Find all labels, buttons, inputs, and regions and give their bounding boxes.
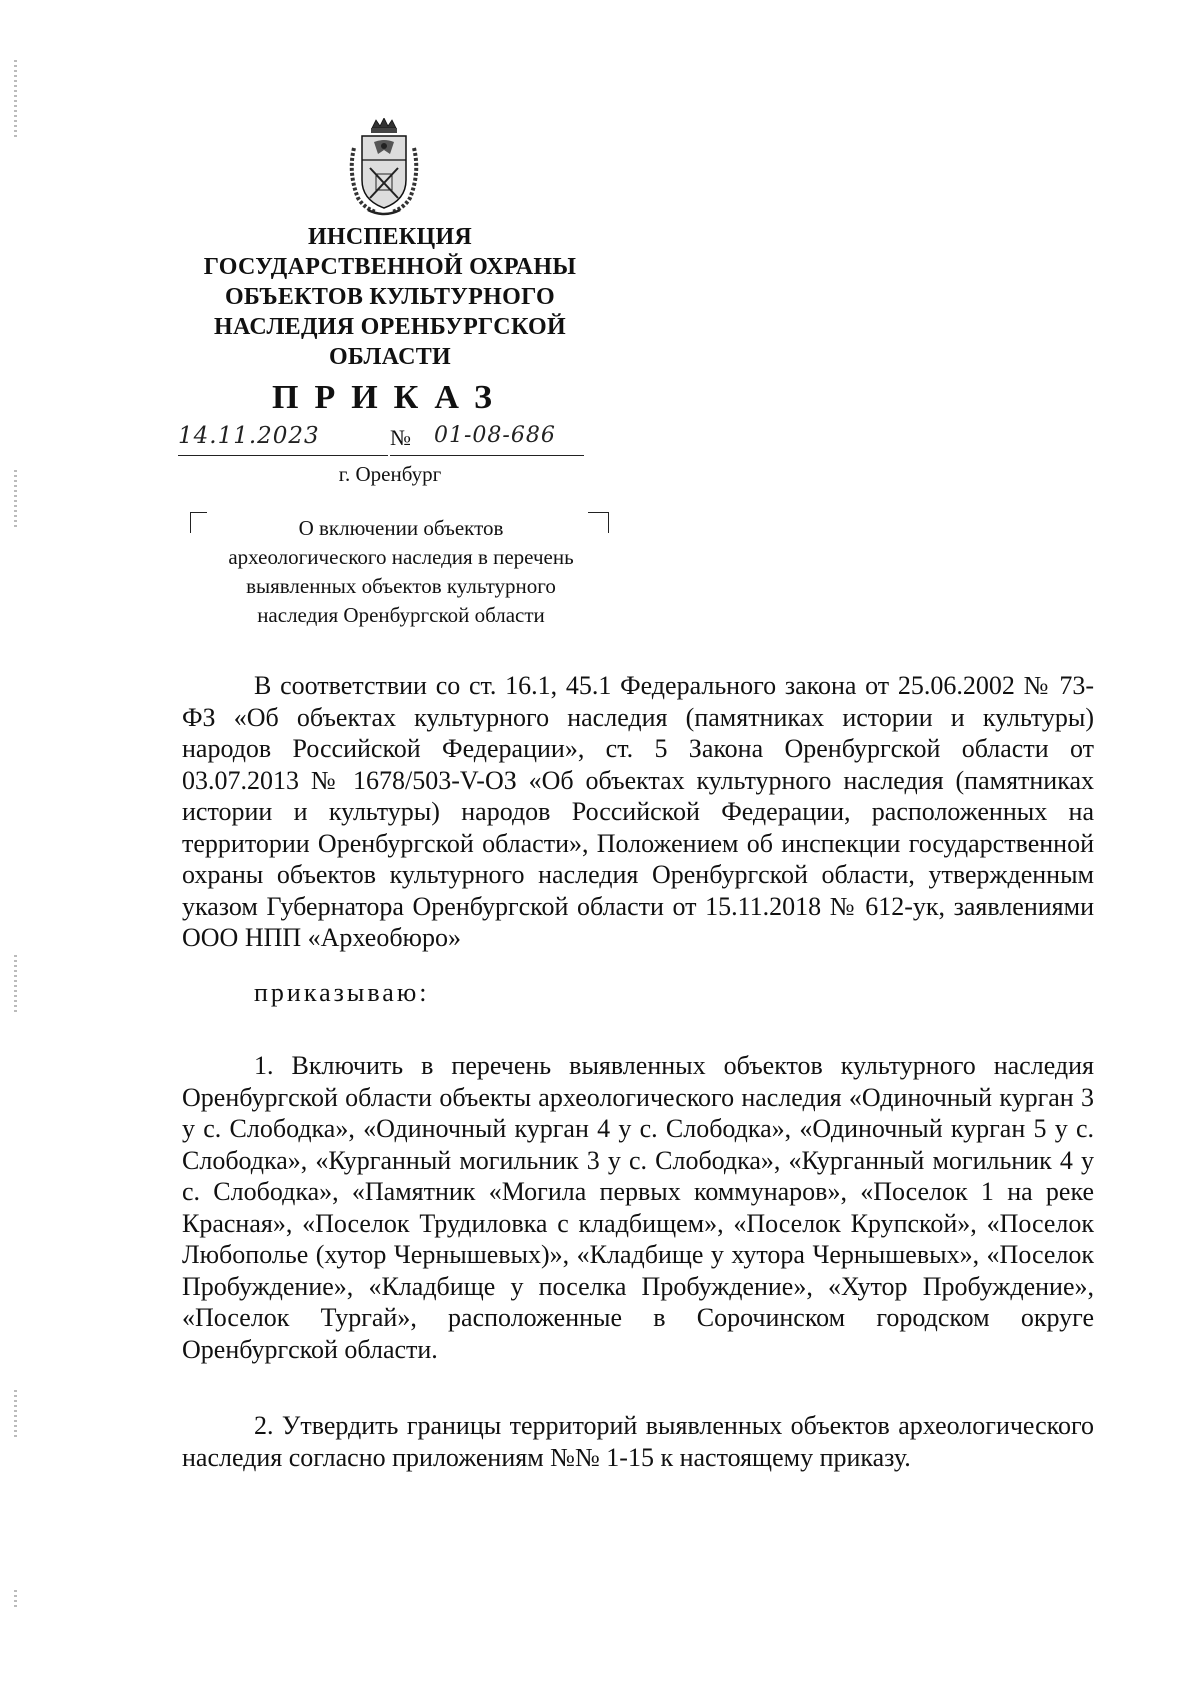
scan-margin-mark	[14, 1390, 17, 1440]
order-title: ПРИКАЗ	[272, 379, 508, 416]
order-number: 01-08-686	[434, 423, 556, 448]
order-item-2: 2. Утвердить границы территорий выявленных объектов археологического наследия согласно приложениям №№ 1-15 к настоящему приказу.	[182, 1411, 1094, 1472]
order-word: приказываю:	[254, 978, 430, 1007]
organization-name-line: ГОСУДАРСТВЕННОЙ ОХРАНЫ	[203, 254, 577, 280]
organization-name-line: ОБЛАСТИ	[328, 344, 452, 370]
scan-margin-mark	[14, 1590, 17, 1610]
organization-name	[160, 222, 620, 372]
scan-margin-mark	[14, 60, 17, 140]
subject-line: выявленных объектов культурного	[246, 574, 556, 598]
number-underline	[390, 455, 584, 456]
order-date: 14.11.2023	[178, 423, 320, 449]
organization-name-line: ОБЪЕКТОВ КУЛЬТУРНОГО	[224, 284, 556, 310]
scan-margin-mark	[14, 955, 17, 1015]
organization-name-line: ИНСПЕКЦИЯ	[307, 224, 473, 250]
subject-line: археологического наследия в перечень	[228, 545, 574, 569]
coat-of-arms-icon	[344, 118, 424, 218]
order-item-1: 1. Включить в перечень выявленных объектов культурного наследия Оренбургской области объекты археологического наследия «Одиночный курган 3 у с. Слободка», «Одиночный курган 4 у с. Слободка», «Одиночный курган 5 у с. Слободка», «Курганный могильник 3 у с. Слободка», «Курганный могильник 4 у с. Слободка», «Памятник «Могила первых коммунаров», «Поселок 1 на реке Красная», «Поселок Трудиловка с кладбищем», «Поселок Крупской», «Поселок Любополье (хутор Чернышевых)», «Кладбище у хутора Чернышевых», «Поселок Пробуждение», «Кладбище у поселка Пробуждение», «Хутор Пробуждение», «Поселок Тургай», расположенные в Сорочинском городском округе Оренбургской области.	[182, 1051, 1094, 1364]
preamble-paragraph: В соответствии со ст. 16.1, 45.1 Федерального закона от 25.06.2002 № 73-ФЗ «Об объектах культурного наследия (памятниках истории и культуры) народов Российской Федерации», ст. 5 Закона Оренбургской области от 03.07.2013 № 1678/503-V-ОЗ «Об объектах культурного наследия (памятниках истории и культуры) народов Российской Федерации, расположенных на территории Оренбургской области», Положением об инспекции государственной охраны объектов культурного наследия Оренбургской области, утвержденным указом Губернатора Оренбургской области от 15.11.2018 № 612-ук, заявлениями ООО НПП «Археобюро»	[182, 671, 1094, 952]
date-underline	[178, 455, 388, 456]
subject-line: наследия Оренбургской области	[257, 603, 545, 627]
number-label: №	[390, 425, 411, 450]
organization-name-line: НАСЛЕДИЯ ОРЕНБУРГСКОЙ	[214, 314, 566, 340]
order-date-number-line	[178, 423, 598, 463]
order-city: г. Оренбург	[338, 462, 442, 486]
scan-margin-mark	[14, 470, 17, 530]
order-subject	[176, 514, 626, 630]
subject-line: О включении объектов	[298, 516, 504, 540]
